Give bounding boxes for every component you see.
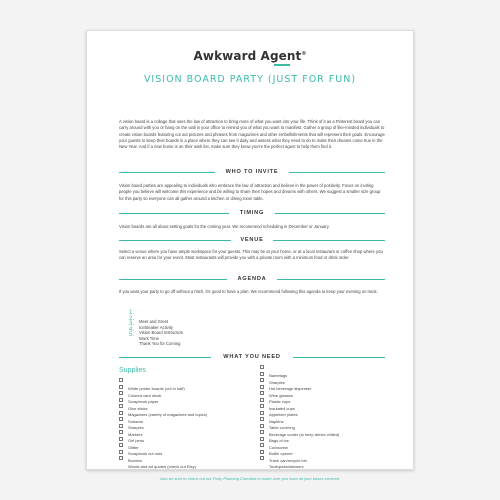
checkbox[interactable]	[260, 378, 264, 382]
checkbox[interactable]	[119, 437, 123, 441]
list-item: Scrapbook paper	[119, 390, 207, 397]
agenda-item: 3. Vision Board Instruction	[129, 320, 184, 336]
agenda-list	[129, 309, 184, 347]
checkbox[interactable]	[119, 417, 123, 421]
timing-paragraph: Vision boards are all about setting goals for the coming year. We recommend scheduling in December or January.	[119, 224, 330, 229]
list-item: Napkins	[260, 410, 339, 417]
checkbox[interactable]	[260, 450, 264, 454]
list-item: Plastic cups	[260, 390, 339, 397]
checkbox[interactable]	[119, 391, 123, 395]
who-paragraph: Vision board parties are appealing to individuals who embrace the law of attraction and believe in the power of positivity. Focus on inviting people you believe will welcome this experience and be willing to share their hopes and dreams with others. We suggest a smaller size group for this party so everyone can all gather around a kitchen or dining room table.	[119, 183, 381, 201]
checkbox[interactable]	[260, 424, 264, 428]
supplies-list-right	[260, 364, 340, 469]
list-item: Gel pens	[119, 429, 207, 436]
checkbox[interactable]	[119, 424, 123, 428]
list-item: Magazines (variety of magazines and topics)	[119, 403, 207, 410]
supplies-list-left	[119, 377, 208, 469]
list-item: Markers	[119, 423, 207, 430]
checkbox[interactable]	[260, 385, 264, 389]
list-item: Nametags	[260, 364, 339, 371]
checkbox[interactable]	[119, 385, 123, 389]
checkbox[interactable]	[119, 378, 123, 382]
page-title: VISION BOARD PARTY (JUST FOR FUN)	[143, 74, 357, 85]
brand-logo: Awkward Agent®	[193, 49, 307, 63]
checkbox[interactable]	[260, 411, 264, 415]
checkbox[interactable]	[119, 443, 123, 447]
checkbox[interactable]	[260, 404, 264, 408]
checkbox[interactable]	[119, 456, 123, 460]
footer-note: Also be sure to check out our Party Planning Checklist to make sure you have all your bases covered.	[159, 476, 341, 481]
list-item: Scrapbook cut outs	[119, 442, 207, 449]
list-item: Scissors	[119, 410, 207, 417]
checkbox[interactable]	[260, 391, 264, 395]
intro-paragraph: A vision board is a collage that uses the law of attraction to bring more of what you want into your life. Think of it as a Pinterest board you can carry around with you or hang on the wall in your office to remind you of what you want to manifest. Gather a group of like-minded individuals to create vision boards featuring cut out pictures and phrases from magazines and other embellishments that will represent their goals. Encourage your guests to keep their boards in a place where they can see it daily and assess what they need to do to make their dreams come true in the New Year. And if a new home is on their wish list, make sure they know you're the perfect agent to help them find it.	[119, 119, 385, 150]
checkbox[interactable]	[260, 372, 264, 376]
list-item: Wine glasses	[260, 384, 339, 391]
list-item: Hot beverage dispenser	[260, 377, 339, 384]
checkbox[interactable]	[260, 456, 264, 460]
agenda-item: 2. Icebreaker Activity	[129, 314, 173, 330]
checkbox[interactable]	[260, 365, 264, 369]
list-item: Words and art quotes (check out Etsy)	[119, 455, 207, 462]
section-heading-who: WHO TO INVITE	[225, 169, 279, 175]
list-item: Bags of ice	[260, 429, 339, 436]
checkbox[interactable]	[119, 404, 123, 408]
list-item: Glitter	[119, 436, 207, 443]
checkbox[interactable]	[260, 430, 264, 434]
section-heading-need: WHAT YOU NEED	[223, 354, 281, 360]
checkbox[interactable]	[119, 450, 123, 454]
checkbox[interactable]	[260, 437, 264, 441]
list-item: White poster boards (cut in half)	[119, 377, 207, 384]
list-item: Insulated cups	[260, 397, 339, 404]
section-heading-timing: TIMING	[239, 210, 265, 216]
list-item: Bottle opener	[260, 442, 339, 449]
checkbox[interactable]	[119, 398, 123, 402]
list-item: Borders	[119, 449, 207, 456]
list-item: Trash can/recycle bin	[260, 449, 339, 456]
agenda-item: 4. Work Time	[129, 325, 159, 341]
list-item: Colored card stock	[119, 384, 207, 391]
list-item: Sharpies	[119, 416, 207, 423]
agenda-item: 5. Thank You for Coming	[129, 331, 181, 347]
list-item: Table covering	[260, 416, 339, 423]
list-item: Toothpicks/skewers	[260, 455, 339, 462]
agenda-item: 1. Meet and Greet	[129, 309, 169, 324]
checkbox[interactable]	[260, 443, 264, 447]
venue-paragraph: Select a venue where you have ample workspace for your guests. This may be at your home, or at a local restaurant or coffee shop where you can reserve an area for your event. Most restaurants will provide you with a private room with a minimum food or drink order.	[119, 249, 383, 261]
list-item: Glue sticks	[119, 397, 207, 404]
list-item: Beverage cooler (to keep drinks chilled)	[260, 423, 339, 430]
section-heading-agenda: AGENDA	[237, 276, 267, 282]
list-item: Appetizer plates	[260, 403, 339, 410]
agenda-paragraph: If you want your party to go off without a hitch, it's good to have a plan. We recommend following this agenda to keep your evening on track.	[119, 289, 378, 294]
supplies-heading: Supplies	[119, 367, 146, 374]
checklist-page	[86, 30, 414, 481]
list-item: Corkscrew	[260, 436, 339, 443]
checkbox[interactable]	[260, 417, 264, 421]
checkbox[interactable]	[260, 398, 264, 402]
logo-underline	[274, 64, 290, 66]
section-heading-venue: VENUE	[240, 237, 264, 243]
list-item: Sharpies	[260, 371, 339, 378]
checkbox[interactable]	[119, 411, 123, 415]
checkbox[interactable]	[119, 430, 123, 434]
